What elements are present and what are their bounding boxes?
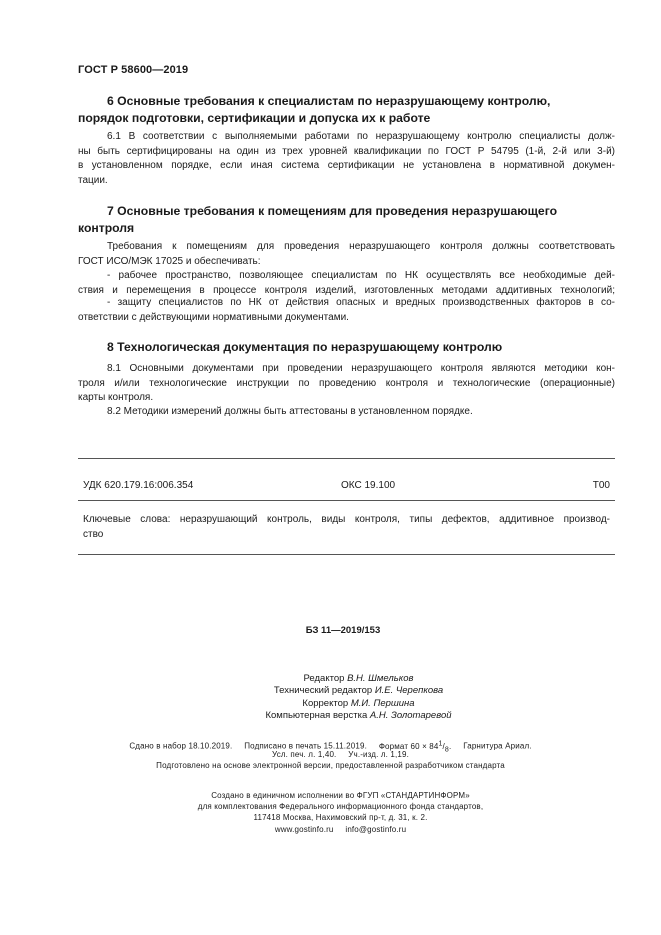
credit-label: Корректор	[302, 697, 349, 709]
text-line: Ключевые слова: неразрушающий контроль, виды контроля, типы дефектов, аддитивное производ-	[83, 514, 610, 525]
format-denominator: 8	[444, 746, 449, 754]
credit-tech-editor	[56, 685, 661, 697]
section-7-title-line: 7 Основные требования к помещениям для проведения неразрушающего	[107, 204, 558, 218]
section-7-list-item-1	[78, 269, 615, 298]
text-line: 8.2 Методики измерений должны быть аттестованы в установленном порядке.	[107, 406, 473, 417]
credit-name: М.И. Першина	[350, 697, 415, 709]
print-typeface: Гарнитура Ариал.	[463, 741, 532, 751]
oks-code: ОКС 19.100	[341, 480, 396, 491]
credit-corrector	[56, 698, 661, 710]
credit-name: И.Е. Черепкова	[374, 685, 444, 697]
udk-code: УДК 620.179.16:006.354	[83, 480, 194, 491]
footer-line: для комплектования Федерального информационного фонда стандартов,	[197, 802, 484, 812]
print-signed-date: Подписано в печать 15.11.2019.	[244, 741, 367, 751]
print-sheets: Усл. печ. л. 1,40.	[272, 750, 337, 759]
footer-email-link[interactable]: info@gostinfo.ru	[345, 824, 407, 834]
credit-name: В.Н. Шмельков	[347, 673, 414, 684]
section-7-title	[78, 203, 617, 237]
credit-label: Компьютерная верстка	[265, 709, 368, 721]
divider-top	[78, 458, 615, 459]
section-6-title-line: порядок подготовки, сертификации и допуска их к работе	[78, 111, 431, 125]
section-6-title-line: 6 Основные требования к специалистам по неразрушающему контролю,	[107, 94, 551, 108]
text-line: ны быть сертифицированы на один из трех уровней квалификации по ГОСТ Р 54795 (1-й, 2-й или 3-й)	[78, 145, 615, 157]
text-line: ство	[83, 528, 104, 540]
credit-layout	[56, 710, 661, 722]
footer-line: 117418 Москва, Нахимовский пр-т, д. 31, к. 2.	[253, 813, 428, 823]
bz-number: БЗ 11—2019/153	[305, 625, 381, 636]
standard-code: ГОСТ Р 58600—2019	[78, 64, 189, 76]
text-line: ГОСТ ИСО/МЭК 17025 и обеспечивать:	[78, 255, 261, 267]
credit-name: А.Н. Золотаревой	[369, 709, 452, 721]
credit-editor	[56, 673, 661, 685]
section-8-paragraph-1	[78, 362, 615, 406]
text-line: в установленном порядке, если иная система сертификации не установлена в нормативной докумен-	[78, 160, 615, 172]
divider-middle	[78, 500, 615, 501]
section-7-paragraph-1	[78, 240, 615, 269]
credit-label: Редактор	[303, 673, 345, 684]
publisher-footer	[0, 790, 661, 835]
section-8-title: 8 Технологическая документация по неразрушающему контролю	[107, 340, 503, 354]
text-line: 8.1 Основными документами при проведении неразрушающего контроля являются методики кон-	[107, 363, 615, 374]
footer-contacts	[20, 824, 661, 835]
print-info-line-2	[0, 749, 661, 761]
text-line: 6.1 В соответствии с выполняемыми работами по неразрушающему контролю специалисты долж-	[107, 131, 615, 142]
print-format: Формат $60 \times 84^1/_8$.	[378, 740, 452, 754]
text-line: троля и/или технологические инструкции по проведению контроля и технологические (операционные)	[78, 377, 615, 389]
section-7-list-item-2	[78, 296, 615, 325]
print-prepared: Подготовлено на основе электронной версии, предоставленной разработчиком стандарта	[156, 761, 505, 770]
divider-bottom	[78, 554, 615, 555]
keywords	[83, 513, 610, 542]
footer-line: Создано в единичном исполнении во ФГУП «СТАНДАРТИНФОРМ»	[211, 791, 470, 800]
section-8-paragraph-2	[78, 405, 615, 420]
credit-label: Технический редактор	[273, 685, 373, 697]
format-prefix: Формат 60 × 84	[378, 741, 439, 751]
credits-block	[0, 673, 661, 722]
text-line: ствия и перемещения в процессе контроля изделий, изготовленных методами аддитивных технологий;	[78, 284, 615, 296]
text-line: карты контроля.	[78, 392, 154, 404]
print-set-date: Сдано в набор 18.10.2019.	[129, 741, 233, 751]
print-info-line-3	[0, 760, 661, 772]
text-line: Требования к помещениям для проведения неразрушающего контроля должны соответствовать	[107, 241, 615, 252]
section-6-title	[78, 93, 617, 127]
classification-row	[83, 480, 610, 494]
text-line: тации.	[78, 174, 108, 186]
section-6-paragraph-1	[78, 130, 615, 188]
text-line: - рабочее пространство, позволяющее специалистам по НК осуществлять все необходимые дей-	[107, 270, 615, 281]
classification-code: Т00	[592, 480, 610, 491]
print-pub-sheets: Уч.-изд. л. 1,19.	[348, 750, 409, 759]
footer-website-link[interactable]: www.gostinfo.ru	[274, 824, 334, 834]
section-7-title-line: контроля	[78, 221, 135, 235]
text-line: - защиту специалистов по НК от действия опасных и вредных производственных факторов в со-	[107, 297, 615, 308]
format-numerator: 1	[438, 740, 443, 747]
text-line: ответствии с действующими нормативными документами.	[78, 311, 349, 323]
